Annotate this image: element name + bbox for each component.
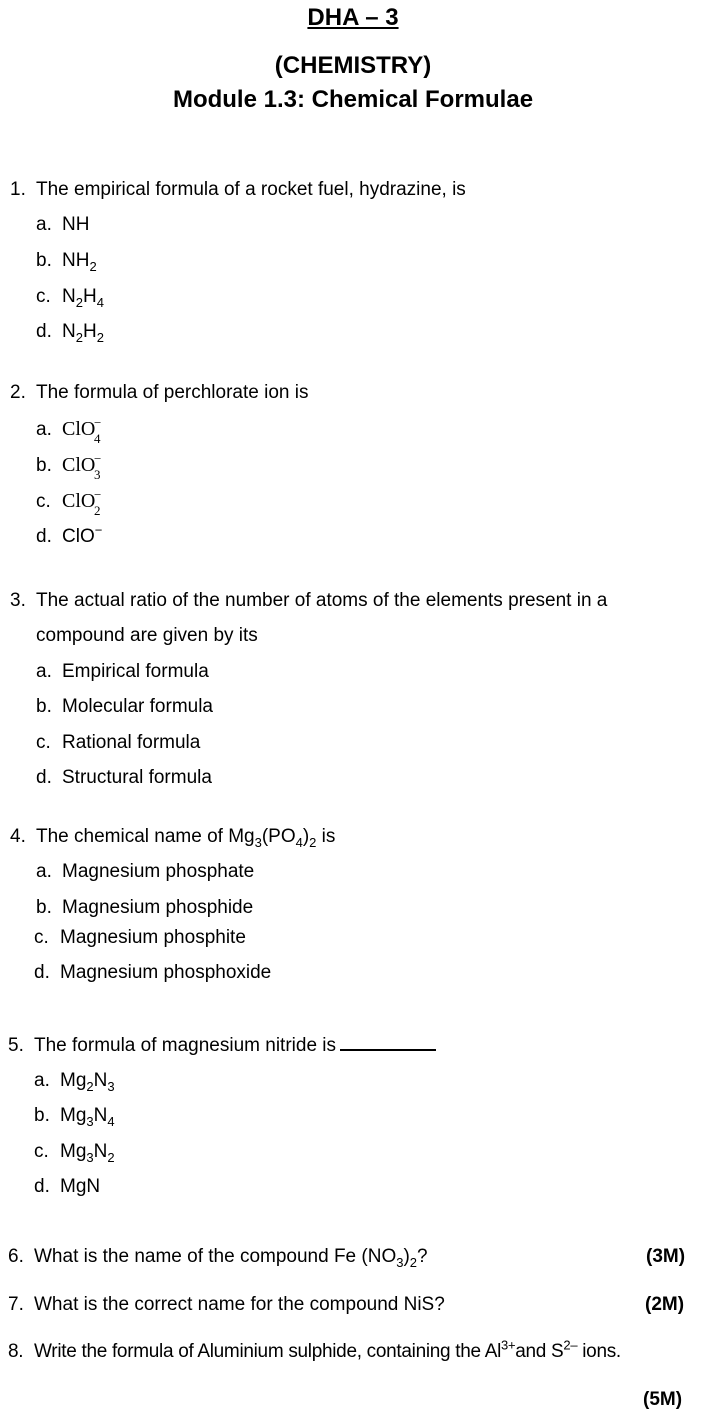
question-6 [8, 1246, 428, 1268]
option-text: Rational formula [62, 732, 201, 753]
option-text: $Mg_2N_3$ [60, 1070, 115, 1094]
option-letter: a. [36, 861, 52, 882]
option-letter: c. [36, 732, 51, 753]
q4-option-c [34, 927, 246, 949]
q1-option-a [36, 214, 89, 236]
module-title: Module 1.3: Chemical Formulae [172, 86, 534, 113]
marks-label: (3M) [646, 1246, 686, 1267]
option-text: MgN [60, 1176, 101, 1197]
option-letter: b. [36, 696, 52, 717]
question-number: 7. [8, 1294, 24, 1315]
option-letter: c. [36, 286, 51, 307]
option-letter: c. [36, 491, 51, 512]
question-3-line2: compound are given by its [36, 625, 258, 646]
q1-option-b [36, 250, 97, 272]
question-number: 5. [8, 1035, 24, 1056]
q3-option-b [36, 696, 213, 718]
option-text: Magnesium phosphate [62, 861, 255, 882]
q5-option-d [34, 1176, 100, 1198]
option-letter: b. [36, 897, 52, 918]
option-letter: a. [34, 1070, 50, 1091]
option-letter: d. [36, 526, 52, 547]
option-letter: a. [36, 661, 52, 682]
option-text: Magnesium phosphite [60, 927, 246, 948]
option-text: $N_2H_2$ [62, 321, 104, 345]
option-text: ClO − 3 [62, 451, 102, 482]
option-text: Magnesium phosphide [62, 897, 254, 918]
question-7 [8, 1294, 445, 1316]
q2-option-a [36, 415, 102, 446]
option-text: Molecular formula [62, 696, 213, 717]
question-2 [10, 382, 308, 404]
option-letter: c. [34, 927, 49, 948]
question-number: 8. [8, 1341, 24, 1362]
q4-option-a [36, 861, 254, 883]
q5-option-c [34, 1141, 115, 1163]
option-letter: d. [34, 1176, 50, 1197]
q1-option-d [36, 321, 104, 343]
option-letter: c. [34, 1141, 49, 1162]
question-number: 2. [10, 382, 26, 403]
question-text: The actual ratio of the number of atoms of the elements present in a [36, 590, 608, 611]
option-letter: d. [36, 767, 52, 788]
subject-title: (CHEMISTRY) [274, 52, 432, 79]
option-letter: b. [36, 250, 52, 271]
option-letter: d. [36, 321, 52, 342]
question-5 [8, 1033, 436, 1057]
question-text: What is the correct name for the compound NiS? [34, 1294, 445, 1315]
question-number: 6. [8, 1246, 24, 1267]
question-3 [10, 590, 607, 612]
option-text: ClO− [62, 522, 103, 547]
option-text: Magnesium phosphoxide [60, 962, 272, 983]
question-text: Write the formula of Aluminium sulphide, containing the $Al^{3+}and$ $S^{2-}$ ions. [34, 1337, 621, 1362]
q4-option-b [36, 897, 253, 919]
question-text: What is the name of the compound Fe $(NO_3)_2$? [34, 1246, 428, 1270]
q2-option-c [36, 487, 102, 518]
q2-option-b [36, 451, 102, 482]
q2-option-d [36, 522, 103, 548]
marks-label: (5M) [643, 1389, 683, 1410]
option-text: ClO − 2 [62, 487, 102, 518]
option-text: NH [62, 214, 90, 235]
question-number: 3. [10, 590, 26, 611]
q5-option-b [34, 1105, 115, 1127]
question-8 [8, 1337, 621, 1363]
question-number: 4. [10, 826, 26, 847]
q3-option-d [36, 767, 212, 789]
question-text: The formula of perchlorate ion is [36, 382, 309, 403]
option-text: $N_2H_4$ [62, 286, 104, 310]
question-text: The formula of magnesium nitride is [34, 1035, 337, 1056]
marks-label: (2M) [645, 1294, 685, 1315]
q5-option-a [34, 1070, 115, 1092]
question-4 [10, 826, 335, 848]
option-text: ClO − 4 [62, 415, 102, 446]
question-1 [10, 179, 466, 201]
document-title: DHA – 3 [307, 4, 399, 31]
option-text: $NH_2$ [62, 250, 97, 274]
q3-option-a [36, 661, 209, 683]
option-letter: b. [34, 1105, 50, 1126]
option-text: $Mg_3N_4$ [60, 1105, 115, 1129]
option-letter: a. [36, 214, 52, 235]
option-text: Empirical formula [62, 661, 209, 682]
answer-blank [340, 1033, 436, 1051]
q4-option-d [34, 962, 271, 984]
question-text: The empirical formula of a rocket fuel, hydrazine, is [36, 179, 466, 200]
option-text: $Mg_3N_2$ [60, 1141, 115, 1165]
option-letter: d. [34, 962, 50, 983]
question-number: 1. [10, 179, 26, 200]
option-letter: b. [36, 455, 52, 476]
option-letter: a. [36, 419, 52, 440]
q1-option-c [36, 286, 104, 308]
question-text: The chemical name of $Mg_3(PO_4)_2$ is [36, 826, 336, 850]
option-text: Structural formula [62, 767, 212, 788]
q3-option-c [36, 732, 200, 754]
